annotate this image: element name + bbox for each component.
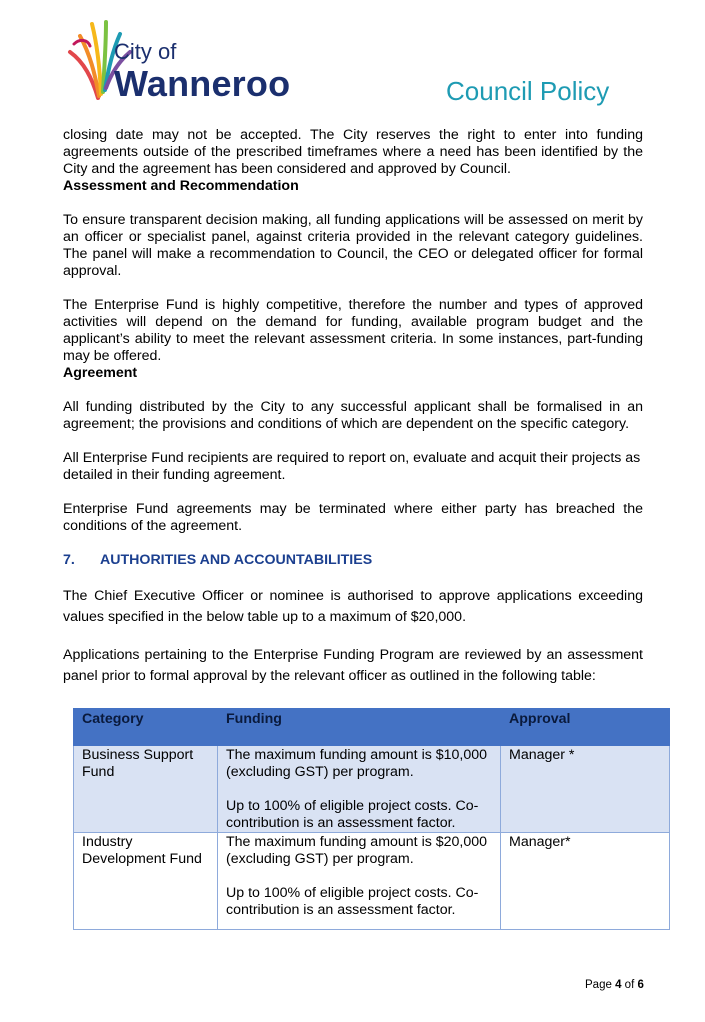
section-title: AUTHORITIES AND ACCOUNTABILITIES bbox=[100, 552, 373, 568]
authority-table bbox=[73, 708, 670, 930]
cell-funding bbox=[218, 833, 501, 930]
cell-approval: Manager* bbox=[501, 833, 670, 930]
logo-line-city-of: City of bbox=[114, 39, 177, 64]
funding-amount-text: The maximum funding amount is $20,000 (excluding GST) per program. bbox=[226, 834, 488, 867]
column-header-funding: Funding bbox=[218, 709, 501, 746]
section-number: 7. bbox=[63, 552, 75, 568]
logo-line-wanneroo: Wanneroo bbox=[114, 63, 291, 104]
city-logo bbox=[62, 18, 294, 102]
column-header-category: Category bbox=[74, 709, 218, 746]
table-header-row bbox=[74, 709, 670, 746]
cell-category: Industry Development Fund bbox=[74, 833, 218, 930]
page-of: of bbox=[624, 979, 635, 991]
table-row bbox=[74, 746, 670, 833]
page-number bbox=[585, 977, 644, 994]
paragraph-agreement-3: Enterprise Fund agreements may be terminated where either party has breached the conditions of the agreement. bbox=[63, 501, 643, 534]
funding-contribution-text: Up to 100% of eligible project costs. Co-contribution is an assessment factor. bbox=[226, 885, 479, 918]
page-current: 4 bbox=[615, 979, 622, 991]
cell-funding bbox=[218, 746, 501, 833]
paragraph-agreement-1: All funding distributed by the City to any successful applicant shall be formalised in an agreement; the provisions and conditions of which are dependent on the specific category. bbox=[63, 399, 643, 432]
section-heading-7 bbox=[63, 552, 643, 569]
cell-category: Business Support Fund bbox=[74, 746, 218, 833]
paragraph-assessment-2: The Enterprise Fund is highly competitive, therefore the number and types of approved activities will depend on the demand for funding, available program budget and the applicant’s ability to meet the relevant assessment criteria. In some instances, part-funding may be offered. bbox=[63, 297, 643, 364]
heading-agreement: Agreement bbox=[63, 365, 138, 381]
paragraph-authority-2: Applications pertaining to the Enterprise Funding Program are reviewed by an assessment panel prior to formal approval by the relevant officer as outlined in the following table: bbox=[63, 647, 643, 684]
funding-contribution-text: Up to 100% of eligible project costs. Co-contribution is an assessment factor. bbox=[226, 798, 479, 831]
policy-body bbox=[63, 127, 643, 687]
heading-assessment: Assessment and Recommendation bbox=[63, 178, 299, 194]
page-label: Page bbox=[585, 979, 612, 991]
paragraph-closing-date: closing date may not be accepted. The City reserves the right to enter into funding agreements outside of the prescribed timeframes where a need has been identified by the City and the agreement has been considered and approved by Council. bbox=[63, 127, 643, 177]
funding-amount-text: The maximum funding amount is $10,000 (excluding GST) per program. bbox=[226, 747, 488, 780]
table-row bbox=[74, 833, 670, 930]
cell-approval: Manager * bbox=[501, 746, 670, 833]
paragraph-agreement-2: All Enterprise Fund recipients are required to report on, evaluate and acquit their projects as detailed in their funding agreement. bbox=[63, 450, 641, 483]
page-total: 6 bbox=[637, 979, 644, 991]
paragraph-assessment-1: To ensure transparent decision making, all funding applications will be assessed on merit by an officer or specialist panel, against criteria provided in the relevant category guidelines. The panel will make a recommendation to Council, the CEO or delegated officer for formal approval. bbox=[63, 212, 643, 279]
column-header-approval: Approval bbox=[501, 709, 670, 746]
paragraph-authority-1: The Chief Executive Officer or nominee is authorised to approve applications exceeding values specified in the below table up to a maximum of $20,000. bbox=[63, 588, 643, 625]
document-type-title: Council Policy bbox=[446, 76, 610, 106]
